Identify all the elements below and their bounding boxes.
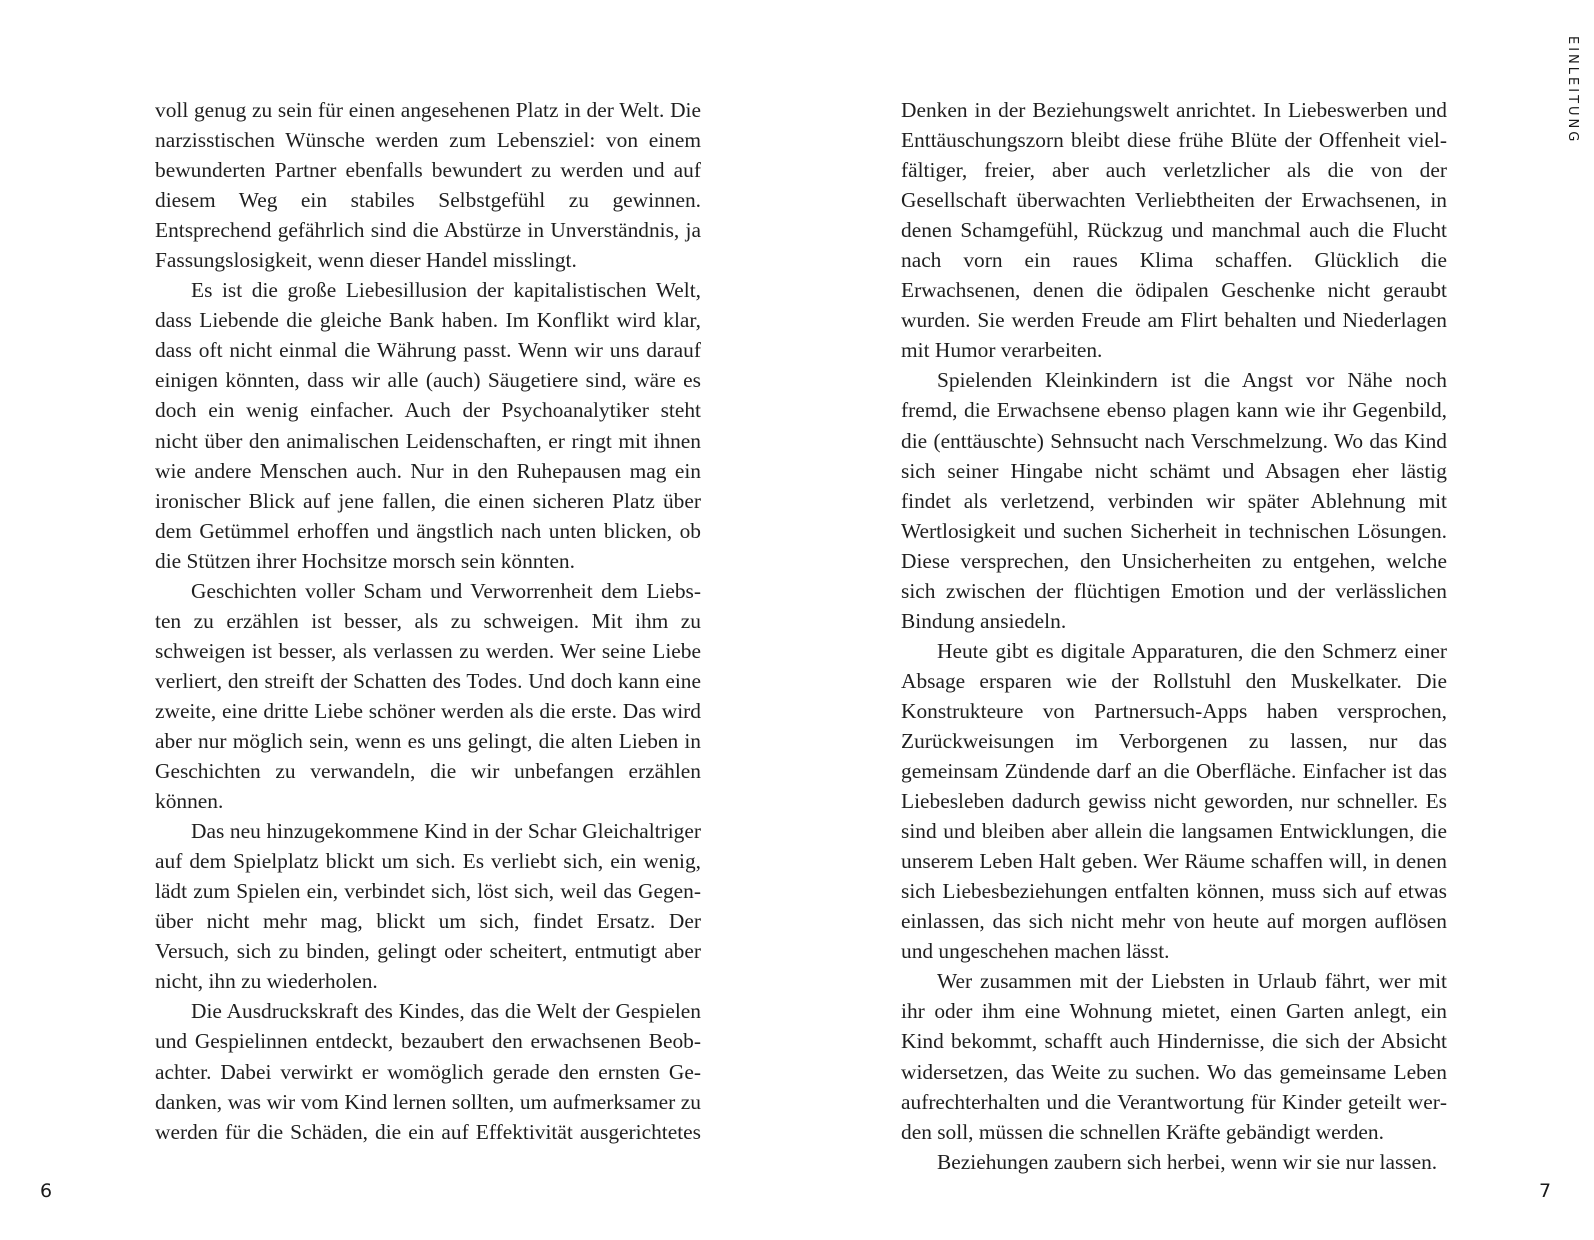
- right-text-column: [901, 95, 1447, 1177]
- page-number-right: 7: [1539, 1180, 1552, 1202]
- paragraph: Die Ausdruckskraft des Kindes, das die Welt der Gespielen und Gespielinnen entdeckt, bezaubert den erwachsenen Beobachter. Dabei verwirkt er womöglich gerade den ernsten Gedanken, was wir vom Kind lernen sollten, um aufmerksamer zu werden für die Schäden, die ein auf Effektivität ausgerichtetes: [155, 999, 701, 1144]
- right-page: [797, 0, 1594, 1240]
- paragraph: voll genug zu sein für einen angesehenen Platz in der Welt. Die narzisstischen Wünsche werden zum Lebensziel: von einem bewunderten Partner ebenfalls bewundert zu werden und auf diesem Weg ein stabiles Selbstgefühl zu gewinnen. Entsprechend gefährlich sind die Abstürze in Unverständnis, ja Fassungslosigkeit, wenn dieser Handel misslingt.: [155, 98, 701, 273]
- paragraph: Geschichten voller Scham und Verworrenheit dem Liebsten zu erzählen ist besser, als zu schweigen. Mit ihm zu schweigen ist besser, als verlassen zu werden. Wer seine Liebe verliert, den streift der Schatten des Todes. Und doch kann eine zweite, eine dritte Liebe schöner werden als die erste. Das wird aber nur möglich sein, wenn es uns gelingt, die alten Lieben in Geschichten zu verwandeln, die wir unbefangen erzählen können.: [155, 578, 701, 814]
- paragraph: Wer zusammen mit der Liebsten in Urlaub fährt, wer mit ihr oder ihm eine Wohnung mietet, einen Garten anlegt, ein Kind bekommt, schafft auch Hindernisse, die sich der Absicht widersetzen, das Weite zu suchen. Wo das gemeinsame Leben aufrechterhalten und die Verantwortung für Kinder geteilt werden soll, müssen die schnellen Kräfte gebändigt werden.: [901, 969, 1447, 1144]
- paragraph: Es ist die große Liebesillusion der kapitalistischen Welt, dass Liebende die gleiche Bank haben. Im Konflikt wird klar, dass oft nicht einmal die Währung passt. Wenn wir uns darauf einigen könnten, dass wir alle (auch) Säugetiere sind, wäre es doch ein wenig einfacher. Auch der Psychoanalytiker steht nicht über den animalischen Leidenschaften, er ringt mit ihnen wie andere Menschen auch. Nur in den Ruhepausen mag ein ironischer Blick auf jene fallen, die einen sicheren Platz über dem Getümmel erhoffen und ängstlich nach unten blicken, ob die Stützen ihrer Hochsitze morsch sein könnten.: [155, 278, 701, 573]
- running-head: EINLEITUNG: [1565, 36, 1580, 145]
- page-number-left: 6: [40, 1180, 53, 1202]
- left-text-column: [155, 95, 701, 1147]
- paragraph: Das neu hinzugekommene Kind in der Schar Gleichaltriger auf dem Spielplatz blickt um sich. Es verliebt sich, ein wenig, lädt zum Spielen ein, verbindet sich, löst sich, weil das Gegenüber nicht mehr mag, blickt um sich, findet Ersatz. Der Versuch, sich zu binden, gelingt oder scheitert, entmutigt aber nicht, ihn zu wiederholen.: [155, 819, 701, 994]
- paragraph: Heute gibt es digitale Apparaturen, die den Schmerz einer Absage ersparen wie der Rollstuhl den Muskelkater. Die Konstrukteure von Partnersuch-Apps haben versprochen, Zurückweisungen im Verborgenen zu lassen, nur das gemeinsam Zündende darf an die Oberfläche. Einfacher ist das Liebesleben dadurch gewiss nicht geworden, nur schneller. Es sind und bleiben aber allein die langsamen Entwicklungen, die unserem Leben Halt geben. Wer Räume schaffen will, in denen sich Liebesbeziehungen entfalten können, muss sich auf etwas einlassen, das sich nicht mehr von heute auf morgen auflösen und ungeschehen machen lässt.: [901, 638, 1447, 964]
- paragraph: Denken in der Beziehungswelt anrichtet. In Liebeswerben und Enttäuschungszorn bleibt diese frühe Blüte der Offenheit vielfältiger, freier, aber auch verletzlicher als die von der Gesellschaft überwachten Verliebtheiten der Erwachsenen, in denen Schamgefühl, Rückzug und manchmal auch die Flucht nach vorn ein raues Klima schaffen. Glücklich die Erwachsenen, denen die ödipalen Geschenke nicht geraubt wurden. Sie werden Freude am Flirt behalten und Niederlagen mit Humor verarbeiten.: [901, 98, 1447, 363]
- paragraph: Spielenden Kleinkindern ist die Angst vor Nähe noch fremd, die Erwachsene ebenso plagen kann wie ihr Gegenbild, die (enttäuschte) Sehnsucht nach Verschmelzung. Wo das Kind sich seiner Hingabe nicht schämt und Absagen eher lästig findet als verletzend, verbinden wir später Ablehnung mit Wertlosigkeit und suchen Sicherheit in technischen Lösungen. Diese versprechen, den Unsicherheiten zu entgehen, welche sich zwischen der flüchtigen Emotion und der verlässlichen Bindung ansiedeln.: [901, 368, 1447, 633]
- paragraph: Beziehungen zaubern sich herbei, wenn wir sie nur lassen.: [937, 1149, 1438, 1174]
